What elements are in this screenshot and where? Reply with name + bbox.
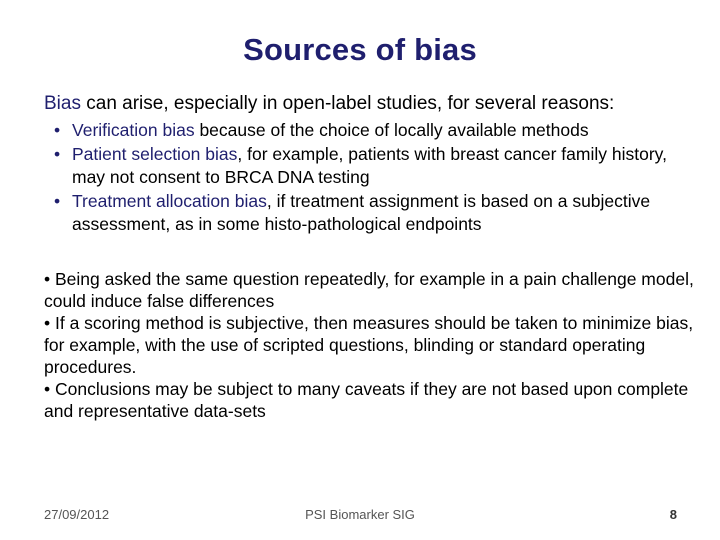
intro-text: can arise, especially in open-label studies, for several reasons: (80, 93, 615, 114)
bullet-icon: • (54, 190, 61, 211)
footer-date: 27/09/2012 (44, 507, 110, 522)
bullet-icon: • (54, 120, 61, 140)
paragraph-repeated-question: • Being asked the same question repeatedly, for example in a pain challenge model, could induce false differences (44, 269, 694, 311)
sub-bullet-treatment-allocation (54, 190, 704, 237)
body-paragraphs (44, 268, 704, 422)
bullet-icon: • (54, 143, 61, 164)
intro-line (44, 92, 704, 116)
sub-bullet-highlight: Verification bias (72, 120, 195, 140)
sub-bullet-text: , for example, patients with breast cancer family history, may not consent to BRCA DNA testing (72, 143, 667, 187)
intro-highlight: Bias (44, 93, 81, 114)
sub-bullet-list (54, 119, 704, 237)
sub-bullet-text: , if treatment assignment is based on a subjective assessment, as in some histo-pathological endpoints (72, 190, 651, 234)
sub-bullet-highlight: Treatment allocation bias (72, 190, 267, 211)
sub-bullet-text: because of the choice of locally available methods (194, 120, 589, 140)
footer-center-text: PSI Biomarker SIG (305, 507, 415, 522)
page-number: 8 (669, 507, 677, 522)
paragraph-conclusions: • Conclusions may be subject to many caveats if they are not based upon complete and representative data-sets (44, 379, 689, 421)
slide-title: Sources of bias (243, 32, 477, 67)
sub-bullet-patient-selection (54, 143, 704, 190)
paragraph-subjective-scoring: • If a scoring method is subjective, then measures should be taken to minimize bias, for example, with the use of scripted questions, blinding or standard operating procedures. (44, 313, 694, 377)
sub-bullet-highlight: Patient selection bias (72, 143, 238, 164)
sub-bullet-verification (54, 119, 704, 143)
